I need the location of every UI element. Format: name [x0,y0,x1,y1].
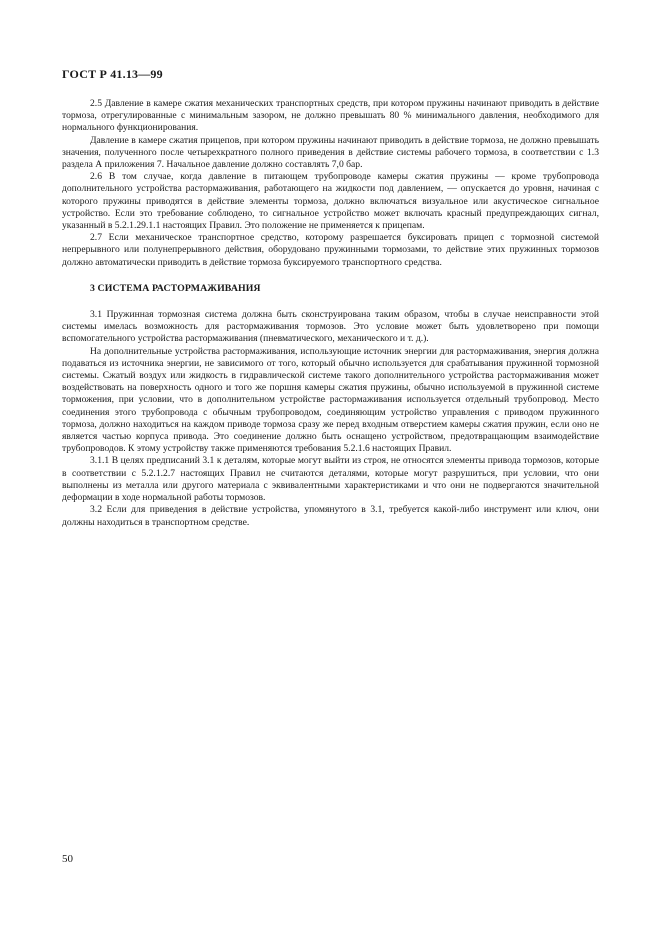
paragraph-3-2: 3.2 Если для приведения в действие устройства, упомянутого в 3.1, требуется какой-либо инструмент или ключ, они должны находиться в транспортном средстве. [62,504,599,528]
page-number: 50 [62,853,73,865]
paragraph-2-6: 2.6 В том случае, когда давление в питающем трубопроводе камеры сжатия пружины — кроме трубопровода дополнительного устройства растормаживания, работающего на жидкости под давлением, — опускается до уровня, начиная с которого пружины приводятся в действие элементы тормоза, должно включаться визуальное или акустическое сигнальное устройство. Если это требование соблюдено, то сигнальное устройство может включать красный предупреждающих сигнал, указанный в 5.2.1.29.1.1 настоящих Правил. Это положение не применяется к прицепам. [62,171,599,232]
paragraph-release-devices: На дополнительные устройства растормаживания, использующие источник энергии для растормаживания, энергия должна подаваться из источника энергии, не зависимого от того, который обычно используется для срабатывания пружинной тормозной системы. Сжатый воздух или жидкость в гидравлической системе такого дополнительного устройства растормаживания может воздействовать на поверхность одного и того же поршня камеры сжатия пружины, обычно используемой в пружинной системе торможения, при условии, что в дополнительном устройстве растормаживания используется отдельный трубопровод. Место соединения этого трубопровода с обычным трубопроводом, соединяющим устройство управления с приводом пружинного тормоза, должно находиться на каждом приводе тормоза сразу же перед входным отверстием камеры сжатия пружин, если оно не является частью корпуса привода. Это соединение должно быть оснащено устройством, предотвращающим взаимодействие трубопроводов. К этому устройству также применяются требования 5.2.1.6 настоящих Правил. [62,345,599,455]
section-title: 3 СИСТЕМА РАСТОРМАЖИВАНИЯ [90,282,261,294]
standard-code-header: ГОСТ Р 41.13—99 [62,67,163,81]
paragraph-3-1: 3.1 Пружинная тормозная система должна быть сконструирована таким образом, чтобы в случае неисправности этой системы имелась возможность для растормаживания тормозов. Это условие может быть удовлетворено при помощи вспомогательного устройства растормаживания (пневматического, механического и т. д.). [62,309,599,345]
paragraph-3-1-1: 3.1.1 В целях предписаний 3.1 к деталям, которые могут выйти из строя, не относятся элементы привода тормозов, которые в соответствии с 5.2.1.2.7 настоящих Правил не считаются деталями, которые могут разрушиться, при условии, что они выполнены из металла или другого материала с эквивалентными характеристиками и что они не подвергаются значительной деформации в ходе нормальной работы тормозов. [62,455,599,504]
paragraph-trailer-pressure: Давление в камере сжатия прицепов, при котором пружины начинают приводить в действие тормоза, не должно превышать значения, полученного после четырехкратного полного приведения в действие системы рабочего тормоза, в соответствии с 1.3 раздела А приложения 7. Начальное давление должно составлять 7,0 бар. [62,134,599,171]
paragraph-2-5: 2.5 Давление в камере сжатия механических транспортных средств, при котором пружины начинают приводить в действие тормоза, отрегулированные с минимальным зазором, не должно превышать 80 % минимального давления, необходимого для нормального функционирования. [62,98,599,134]
document-body [62,98,599,529]
paragraph-2-7: 2.7 Если механическое транспортное средство, которому разрешается буксировать прицеп с тормозной системой непрерывного или полунепрерывного действия, оборудовано пружинными тормозами, то действие этих пружинных тормозов должно автоматически приводить в действие тормоза буксируемого транспортного средства. [62,232,599,268]
